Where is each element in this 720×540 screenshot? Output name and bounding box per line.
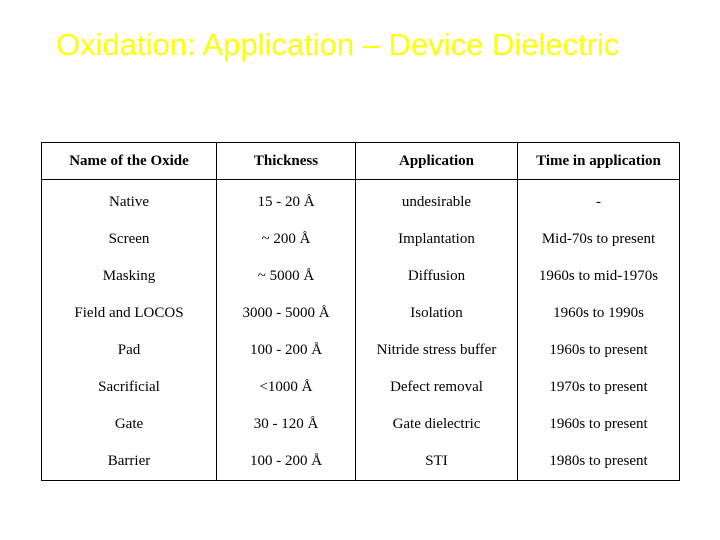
cell-oxide-name: Screen — [42, 221, 217, 258]
cell-time-in-application: 1960s to mid-1970s — [518, 258, 680, 295]
cell-thickness: 3000 - 5000 Å — [217, 295, 356, 332]
cell-thickness: ~ 200 Å — [217, 221, 356, 258]
header-application: Application — [356, 143, 518, 180]
cell-thickness: 15 - 20 Å — [217, 180, 356, 222]
cell-application: Gate dielectric — [356, 406, 518, 443]
table-row — [42, 295, 680, 332]
header-oxide-name: Name of the Oxide — [42, 143, 217, 180]
cell-time-in-application: - — [518, 180, 680, 222]
cell-oxide-name: Field and LOCOS — [42, 295, 217, 332]
cell-thickness: <1000 Å — [217, 369, 356, 406]
cell-thickness: ~ 5000 Å — [217, 258, 356, 295]
cell-time-in-application: 1980s to present — [518, 443, 680, 481]
cell-oxide-name: Sacrificial — [42, 369, 217, 406]
cell-application: STI — [356, 443, 518, 481]
cell-thickness: 100 - 200 Å — [217, 443, 356, 481]
table-row — [42, 180, 680, 222]
oxide-application-table — [41, 142, 680, 481]
cell-thickness: 30 - 120 Å — [217, 406, 356, 443]
table-row — [42, 221, 680, 258]
cell-application: Defect removal — [356, 369, 518, 406]
cell-oxide-name: Gate — [42, 406, 217, 443]
cell-application: Diffusion — [356, 258, 518, 295]
cell-oxide-name: Native — [42, 180, 217, 222]
cell-time-in-application: Mid-70s to present — [518, 221, 680, 258]
table-row — [42, 332, 680, 369]
cell-application: Isolation — [356, 295, 518, 332]
cell-time-in-application: 1960s to present — [518, 332, 680, 369]
cell-oxide-name: Barrier — [42, 443, 217, 481]
cell-application: Nitride stress buffer — [356, 332, 518, 369]
cell-oxide-name: Masking — [42, 258, 217, 295]
cell-application: undesirable — [356, 180, 518, 222]
cell-time-in-application: 1960s to 1990s — [518, 295, 680, 332]
table-header-row — [42, 143, 680, 180]
table-row — [42, 258, 680, 295]
cell-thickness: 100 - 200 Å — [217, 332, 356, 369]
header-thickness: Thickness — [217, 143, 356, 180]
cell-oxide-name: Pad — [42, 332, 217, 369]
cell-application: Implantation — [356, 221, 518, 258]
slide-title: Oxidation: Application – Device Dielectric — [56, 27, 620, 62]
table-row — [42, 443, 680, 481]
cell-time-in-application: 1970s to present — [518, 369, 680, 406]
table-row — [42, 369, 680, 406]
cell-time-in-application: 1960s to present — [518, 406, 680, 443]
table-row — [42, 406, 680, 443]
header-time-in-application: Time in application — [518, 143, 680, 180]
